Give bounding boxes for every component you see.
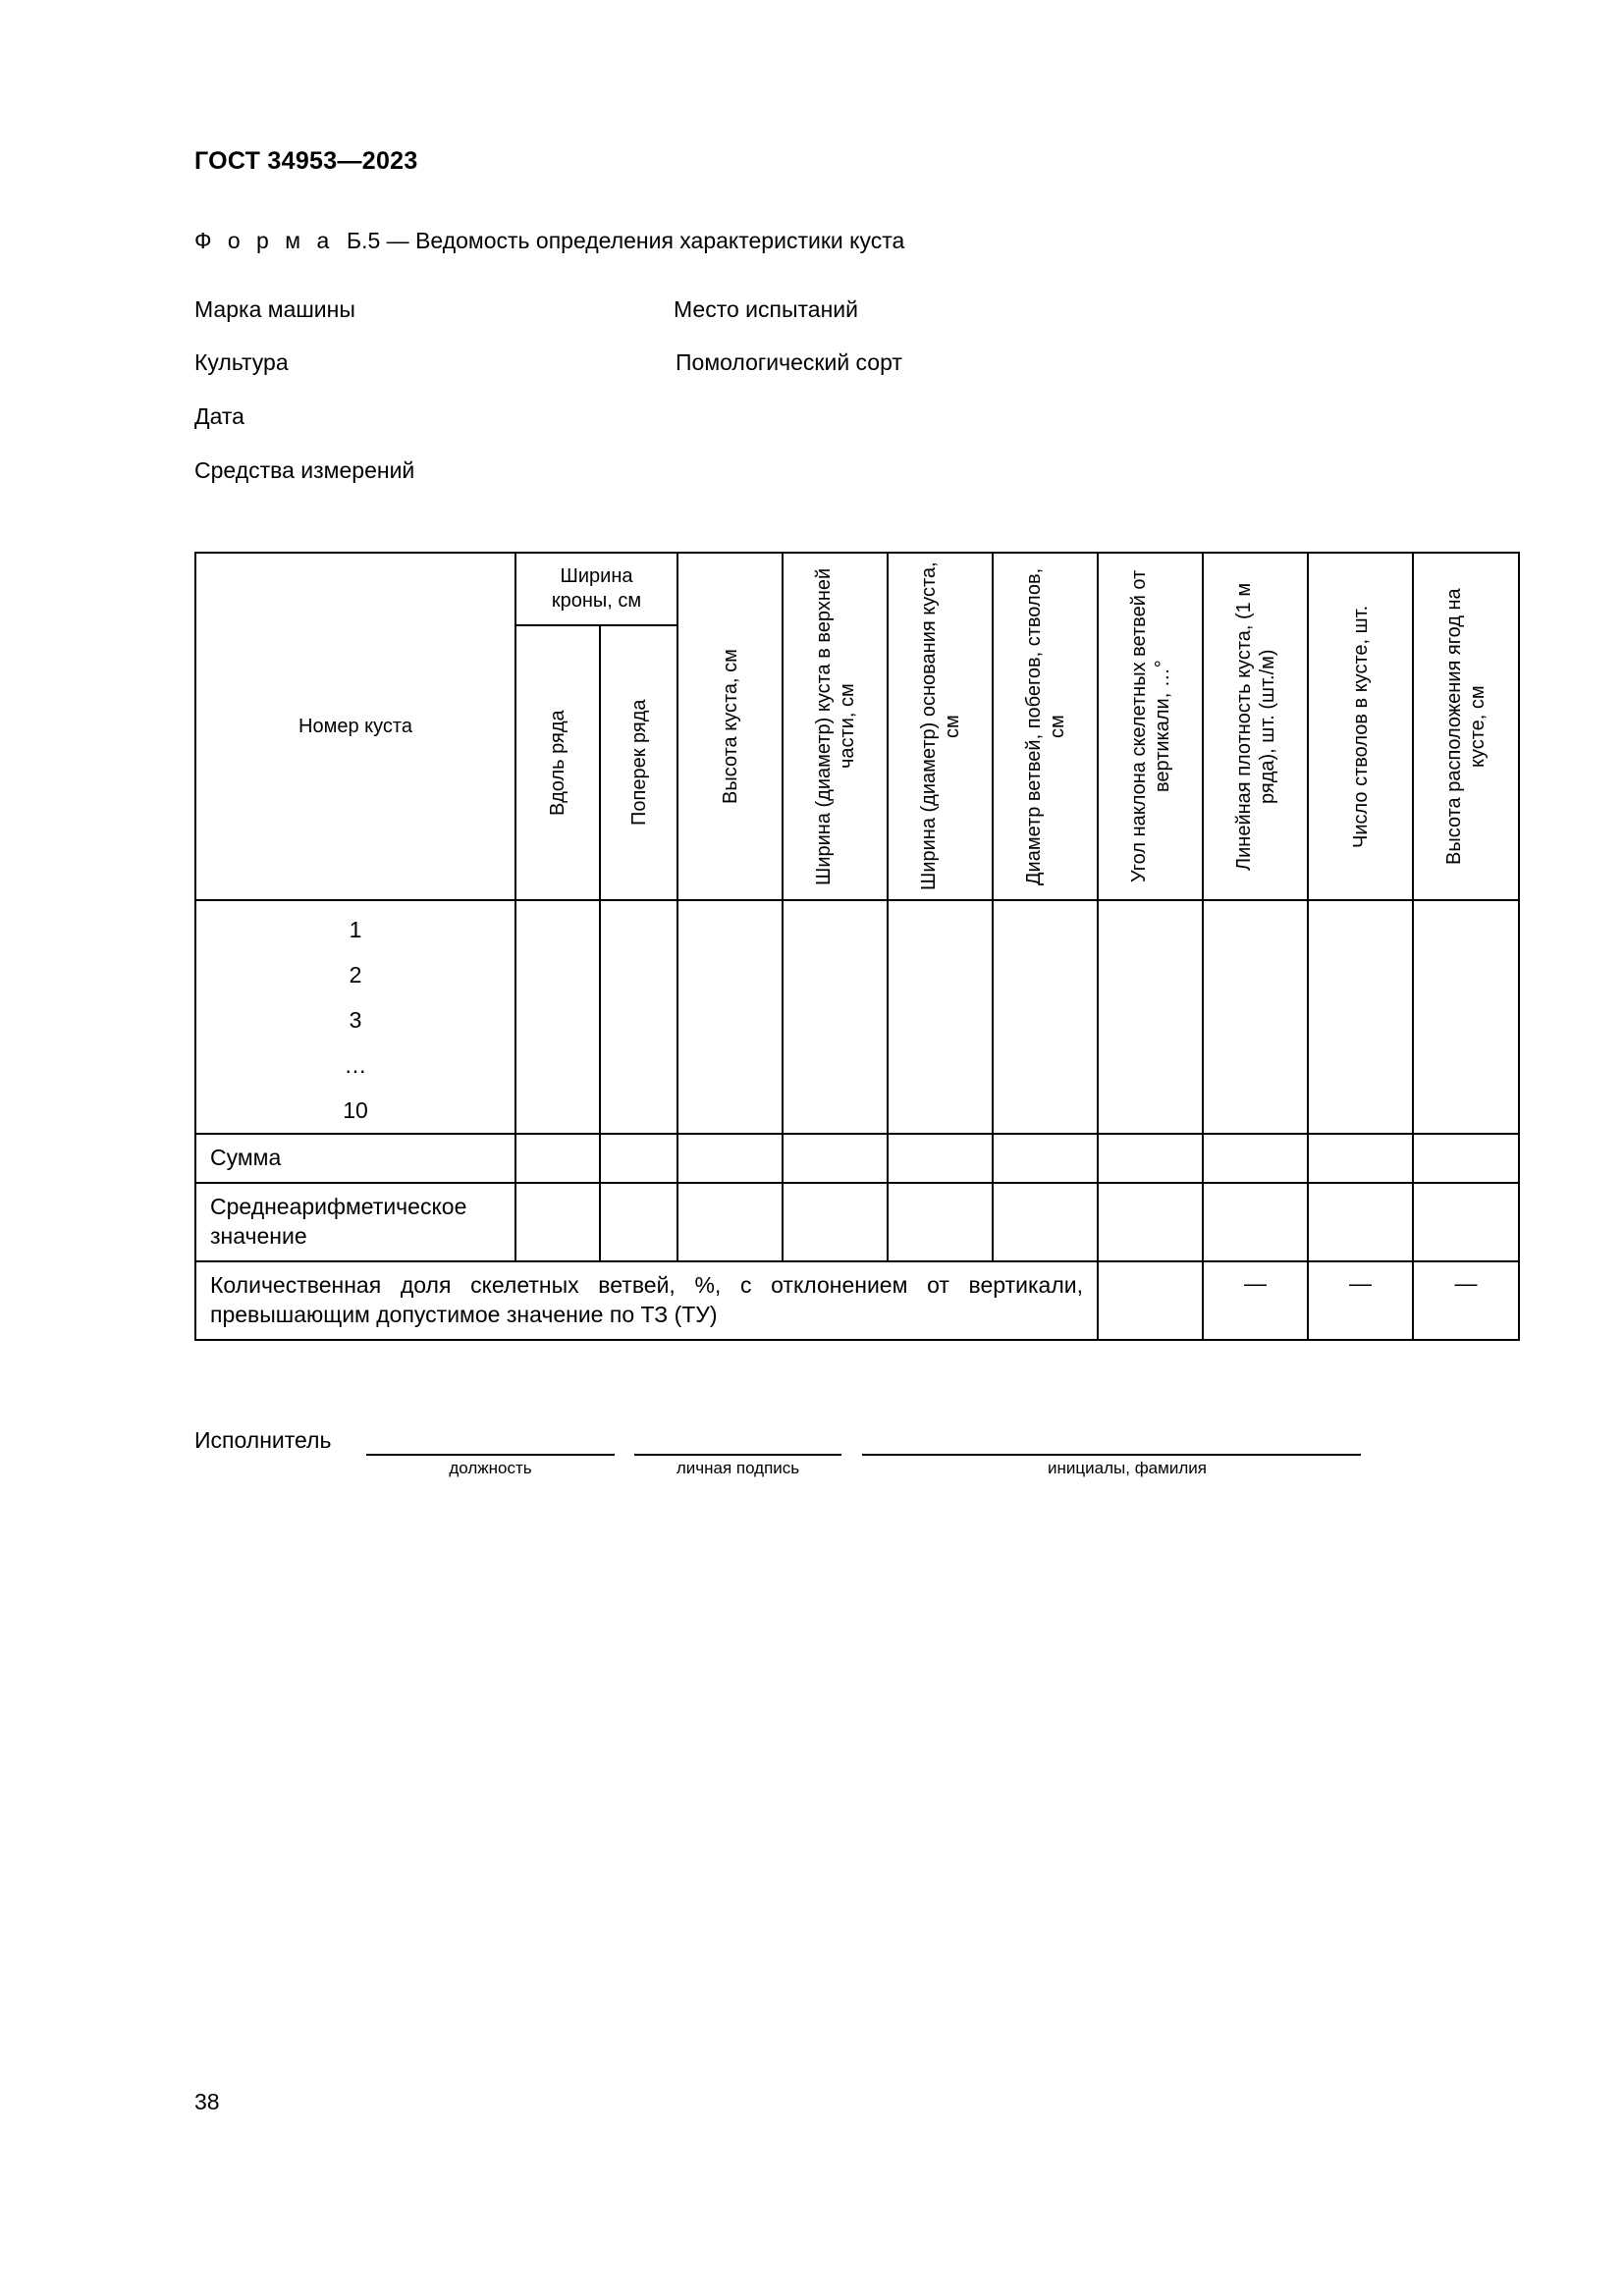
col-crown-width [515, 553, 677, 625]
row-label-1: 1 [349, 917, 362, 942]
sum-cell[interactable] [1098, 1134, 1203, 1183]
position-field[interactable] [366, 1453, 615, 1456]
data-cell[interactable] [1413, 900, 1519, 1134]
col-across-row [600, 625, 677, 900]
col-linear-density-label: Линейная плотность куста, (1 м ряда), шт. (шт./м) [1232, 582, 1278, 871]
col-incline-angle [1098, 553, 1203, 900]
data-cell[interactable] [783, 900, 888, 1134]
signature-caption: личная подпись [676, 1459, 800, 1477]
sum-cell[interactable] [1413, 1134, 1519, 1183]
sum-cell[interactable] [1308, 1134, 1413, 1183]
name-caption: инициалы, фамилия [1048, 1459, 1207, 1477]
share-dash: — [1203, 1261, 1308, 1340]
date-label: Дата [194, 403, 244, 429]
sum-cell[interactable] [888, 1134, 993, 1183]
col-crown-width-label: Ширина кроны, см [551, 565, 642, 612]
document-header: ГОСТ 34953—2023 [194, 147, 418, 175]
col-along-row [515, 625, 600, 900]
row-share-label: Количественная доля скелетных ветвей, %, с отклонением от вертикали, превышающим допустимое значение по ТЗ (ТУ) [195, 1261, 1098, 1340]
data-cell[interactable] [888, 900, 993, 1134]
pomological-variety-label: Помологический сорт [676, 349, 902, 375]
col-berry-height [1413, 553, 1519, 900]
machine-brand-label: Марка машины [194, 296, 355, 322]
col-stem-count-label: Число стволов в кусте, шт. [1349, 605, 1372, 848]
sum-cell[interactable] [515, 1134, 600, 1183]
col-width-base [888, 553, 993, 900]
share-dash: — [1413, 1261, 1519, 1340]
page-number: 38 [194, 2089, 220, 2114]
data-cell[interactable] [993, 900, 1098, 1134]
executor-label: Исполнитель [194, 1427, 332, 1453]
col-incline-angle-label: Угол наклона скелетных ветвей от вертикали, …° [1127, 569, 1173, 883]
bush-number-cell [195, 900, 515, 1134]
row-label-10: 10 [343, 1097, 368, 1123]
bush-characteristics-table [194, 552, 1520, 1341]
name-field[interactable] [862, 1453, 1361, 1456]
sum-cell[interactable] [993, 1134, 1098, 1183]
share-dash: — [1308, 1261, 1413, 1340]
row-sum-label: Сумма [195, 1134, 515, 1183]
mean-cell[interactable] [993, 1183, 1098, 1261]
col-linear-density [1203, 553, 1308, 900]
col-along-row-label: Вдоль ряда [547, 710, 568, 816]
position-caption: должность [449, 1459, 532, 1477]
share-cell[interactable] [1098, 1261, 1203, 1340]
mean-cell[interactable] [1098, 1183, 1203, 1261]
form-title-text: Б.5 — Ведомость определения характеристики куста [347, 228, 905, 253]
sum-cell[interactable] [783, 1134, 888, 1183]
data-cell[interactable] [1098, 900, 1203, 1134]
form-title-prefix: Ф о р м а [194, 228, 335, 253]
col-across-row-label: Поперек ряда [627, 699, 650, 827]
col-width-base-label: Ширина (диаметр) основания куста, см [917, 561, 963, 891]
row-label-ellipsis: … [344, 1052, 367, 1078]
culture-label: Культура [194, 349, 289, 375]
mean-cell[interactable] [600, 1183, 677, 1261]
col-stem-count [1308, 553, 1413, 900]
col-bush-number: Номер куста [195, 553, 515, 900]
test-place-label: Место испытаний [674, 296, 858, 322]
data-cell[interactable] [677, 900, 783, 1134]
sum-cell[interactable] [677, 1134, 783, 1183]
mean-cell[interactable] [515, 1183, 600, 1261]
data-cell[interactable] [515, 900, 600, 1134]
col-width-top-label: Ширина (диаметр) куста в верхней части, см [812, 567, 858, 885]
mean-cell[interactable] [783, 1183, 888, 1261]
col-branch-diameter-label: Диаметр ветвей, побегов, стволов, см [1022, 567, 1068, 885]
signature-field[interactable] [634, 1453, 841, 1456]
col-berry-height-label: Высота расположения ягод на кусте, см [1443, 588, 1489, 865]
row-label-2: 2 [349, 962, 362, 988]
mean-cell[interactable] [1203, 1183, 1308, 1261]
col-bush-height-label: Высота куста, см [719, 649, 741, 804]
data-cell[interactable] [1308, 900, 1413, 1134]
data-cell[interactable] [600, 900, 677, 1134]
mean-cell[interactable] [1308, 1183, 1413, 1261]
measuring-tools-label: Средства измерений [194, 457, 415, 483]
form-title [194, 228, 904, 254]
mean-cell[interactable] [677, 1183, 783, 1261]
col-bush-height [677, 553, 783, 900]
data-cell[interactable] [1203, 900, 1308, 1134]
col-branch-diameter [993, 553, 1098, 900]
mean-cell[interactable] [1413, 1183, 1519, 1261]
col-width-top [783, 553, 888, 900]
sum-cell[interactable] [600, 1134, 677, 1183]
row-label-3: 3 [349, 1007, 362, 1033]
row-mean-label: Среднеарифметическое значение [195, 1183, 515, 1261]
sum-cell[interactable] [1203, 1134, 1308, 1183]
mean-cell[interactable] [888, 1183, 993, 1261]
